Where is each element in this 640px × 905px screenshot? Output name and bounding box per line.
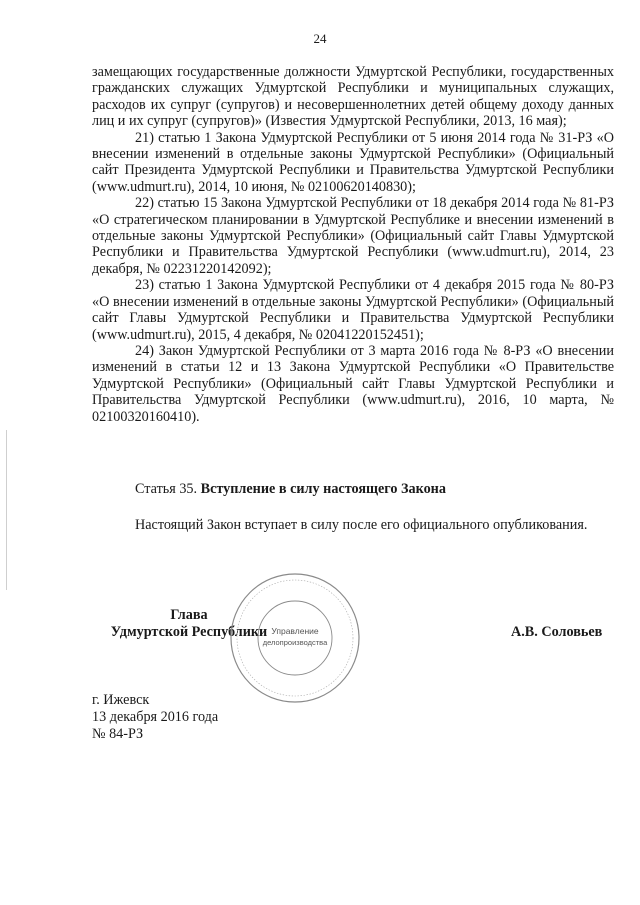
footer-date: 13 декабря 2016 года	[92, 709, 219, 725]
signatory-title-line2: Удмуртской Республики	[110, 624, 268, 640]
signatory-title-line1: Глава	[170, 607, 208, 623]
official-seal	[228, 571, 362, 705]
article-number: Статья 35.	[135, 481, 198, 497]
law-amendments-list	[92, 64, 614, 425]
page-number: 24	[313, 31, 327, 46]
paragraph-item-23: 23) статью 1 Закона Удмуртской Республики от 4 декабря 2015 года № 80-РЗ «О внесении изменений в отдельные законы Удмуртской Республики» (Официальный сайт Главы Удмуртской Республики и Правительства Удмуртской Республики (www.udmurt.ru), 2015, 4 декабря, № 02041220152451);	[92, 277, 614, 343]
signatory-name: А.В. Соловьев	[511, 624, 603, 640]
footer-city: г. Ижевск	[92, 692, 150, 708]
final-provision-text: Настоящий Закон вступает в силу после его официального опубликования.	[135, 517, 588, 533]
seal-text-line2: делопроизводства	[262, 638, 328, 647]
paragraph-item-21: 21) статью 1 Закона Удмуртской Республики от 5 июня 2014 года № 31-РЗ «О внесении изменений в отдельные законы Удмуртской Республики» (Официальный сайт Президента Удмуртской Республики и Правительства Удмуртской Республики (www.udmurt.ru), 2014, 10 июня, № 02100620140830);	[92, 129, 614, 195]
paragraph-continuation: замещающих государственные должности Удмуртской Республики, государственных гражданских служащих Удмуртской Республики и муниципальных служащих, расходов их супруг (супругов) и несовершеннолетних детей общему доходу данных лиц и их супруг (супругов)» (Известия Удмуртской Республики, 2013, 16 мая);	[92, 64, 614, 130]
paragraph-item-24: 24) Закон Удмуртской Республики от 3 марта 2016 года № 8-РЗ «О внесении изменений в статьи 12 и 13 Закона Удмуртской Республики «О Правительстве Удмуртской Республики» (Официальный сайт Главы Удмуртской Республики и Правительства Удмуртской Республики (www.udmurt.ru), 2016, 10 марта, № 02100320160410).	[92, 342, 614, 425]
page-crease	[6, 430, 7, 590]
paragraph-item-22: 22) статью 15 Закона Удмуртской Республики от 18 декабря 2014 года № 81-РЗ «О стратегическом планировании в Удмуртской Республике и внесении изменений в отдельные законы Удмуртской Республики» (Официальный сайт Главы Удмуртской Республики и Правительства Удмуртской Республики (www.udmurt.ru), 2014, 23 декабря, № 02231220142092);	[92, 195, 614, 277]
seal-text-line1: Управление	[271, 626, 319, 636]
final-provision	[92, 517, 614, 534]
footer-number: № 84-РЗ	[92, 726, 144, 742]
article-heading	[135, 481, 446, 498]
article-title: Вступление в силу настоящего Закона	[200, 481, 446, 497]
document-footer	[92, 692, 218, 743]
